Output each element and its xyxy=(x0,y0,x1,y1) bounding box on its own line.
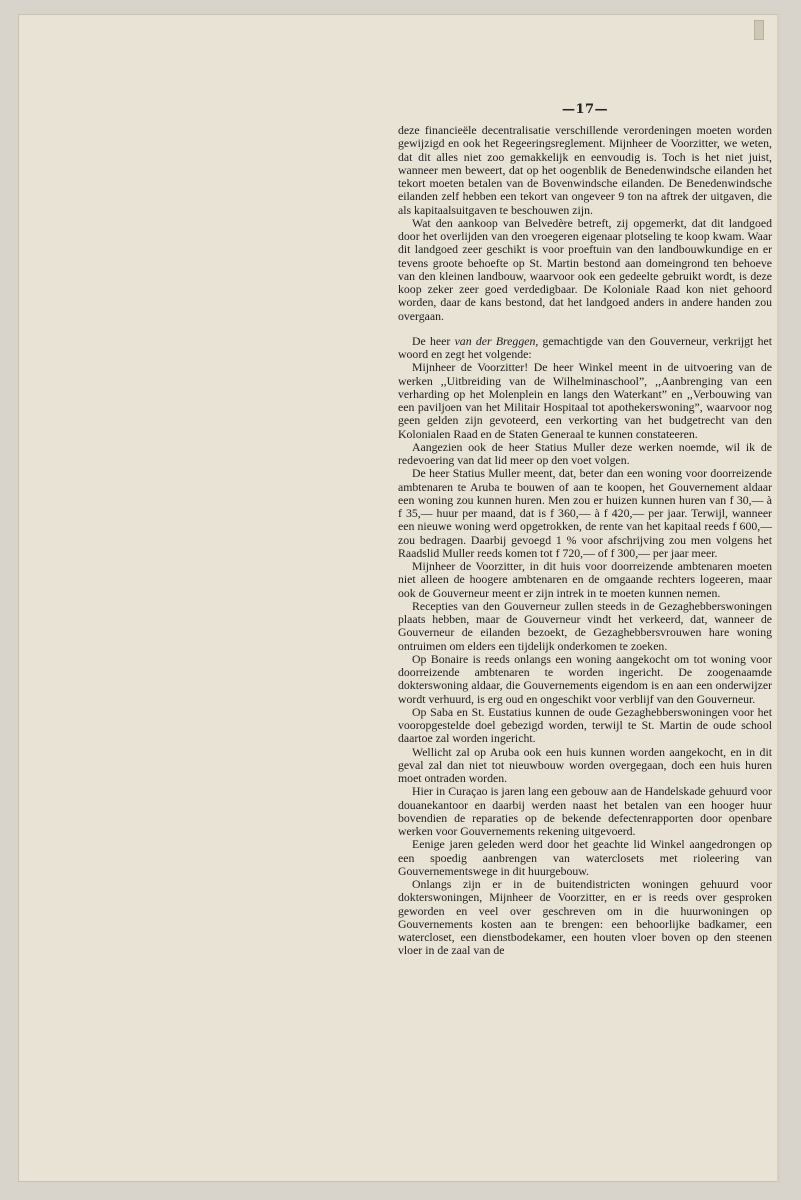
speech-paragraph-11: Onlangs zijn er in de buitendistricten woningen gehuurd voor dokterswoningen, Mijnheer de Voorzitter, en er is reeds over gesproken geworden en veel over geschreven om in die huurwoningen op Gouvernements kosten aan te brengen: een behoorlijke badkamer, een watercloset, een dienstbodekamer, een houten vloer boven op den steenen vloer in de zaal van de xyxy=(398,877,772,958)
speaker-name: van der Breggen, xyxy=(454,333,539,348)
speech-paragraph-10: Eenige jaren geleden werd door het geachte lid Winkel aangedrongen op een spoedig aanbrengen van waterclosets met rioleering van Gouvernementswege in dit huurgebouw. xyxy=(398,837,772,878)
speech-paragraph-2: Aangezien ook de heer Statius Muller deze werken noemde, wil ik de redevoering van dat lid meer op den voet volgen. xyxy=(398,439,772,467)
page-edge xyxy=(777,14,780,1182)
speaker-intro-prefix: De heer xyxy=(412,333,451,348)
speech-paragraph-1: Mijnheer de Voorzitter! De heer Winkel meent in de uitvoering van de werken ,,Uitbreiding van de Wilhelminaschool”, ,,Aanbrenging van een verharding op het Molenplein en langs den Waterkant” en ,,Verbouwing van een paviljoen van het Militair Hospitaal tot apothekerswoning”, waarvoor nog geen gelden zijn gevoteerd, een verkorting van het budgetrecht van den Kolonialen Raad en de Staten Generaal te kunnen constateeren. xyxy=(398,360,772,441)
paragraph-2: Wat den aankoop van Belvedère betreft, zij opgemerkt, dat dit landgoed door het overlijden van den vroegeren eigenaar plotseling te koop kwam. Waar dit landgoed zeer geschikt is voor proeftuin van den landbouwkundige en er tevens groote behoefte op St. Martin bestond aan domeingrond ten behoeve van den kleinen landbouw, waarvoor ook een gedeelte gebruikt wordt, is deze koop zeker zeer goed verdedigbaar. De Koloniale Raad kon niet gehoord worden, daar de kans bestond, dat het landgoed anders in andere handen zou overgaan. xyxy=(398,215,772,323)
binding-tab xyxy=(754,20,764,40)
paragraph-1: deze financieële decentralisatie verschillende verordeningen moeten worden gewijzigd en ook het Regeeringsreglement. Mijnheer de Voorzitter, we weten, dat dit alles niet zoo gemakkelijk en eenvoudig is. Toch is het niet juist, wanneer men beweert, dat op het oogenblik de Benedenwindsche eilanden het tekort moeten betalen van de Bovenwindsche eilanden. De Benedenwindsche eilanden zelf hebben een tekort van ongeveer 9 ton na aftrek der uitgaven, die als kapitaalsuitgaven te beschouwen zijn. xyxy=(398,123,772,217)
speech-paragraph-8: Wellicht zal op Aruba ook een huis kunnen worden aangekocht, en in dit geval zal dan niet tot nieuwbouw worden overgegaan, doch een huis huren moet ontraden worden. xyxy=(398,744,772,785)
speech-paragraph-3: De heer Statius Muller meent, dat, beter dan een woning voor doorreizende ambtenaren te Aruba te bouwen of aan te koopen, het Gouvernement aldaar een woning zou kunnen huren. Men zou er huizen kunnen huren van f 30,— à f 35,— huur per maand, dat is f 360,— à f 420,— per jaar. Terwijl, wanneer een nieuwe woning werd opgetrokken, de rente van het kapitaal reeds f 600,— zou bedragen. Daarbij gevoegd 1 % voor afschrijving zou men volgens het Raadslid Muller reeds komen tot f 720,— of f 300,— per jaar meer. xyxy=(398,466,772,560)
speech-paragraph-6: Op Bonaire is reeds onlangs een woning aangekocht om tot woning voor doorreizende ambtenaren te worden ingericht. De zoogenaamde dokterswoning aldaar, die Gouvernements eigendom is en aan een onderwijzer wordt verhuurd, is erg oud en ongeschikt voor verblijf van den Gouverneur. xyxy=(398,651,772,706)
speech-paragraph-7: Op Saba en St. Eustatius kunnen de oude Gezaghebberswoningen voor het vooropgestelde doel gebezigd worden, terwijl te St. Martin de oude school daartoe zal worden ingericht. xyxy=(398,704,772,746)
text-column xyxy=(398,124,772,958)
speaker-intro xyxy=(398,335,772,362)
speaker-intro-suffix: gemachtigde van den Gouverneur, verkrijgt het woord en zegt het volgende: xyxy=(398,333,772,361)
speech-paragraph-9: Hier in Curaçao is jaren lang een gebouw aan de Handelskade gehuurd voor douanekantoor en daarbij werden naast het betalen van een hooger huur bovendien de reparaties op de bekende defectenrapporten door openbare werken voor Gouvernements rekening uitgevoerd. xyxy=(398,784,772,838)
page-number: —17— xyxy=(562,102,609,117)
document-page xyxy=(18,14,780,1182)
speech-paragraph-5: Recepties van den Gouverneur zullen steeds in de Gezaghebberswoningen plaats hebben, maar de Gouverneur vindt het verkeerd, dat, wanneer de Gouverneur de eilanden bezoekt, de Gezaghebbersvrouwen hare woning ontruimen om elders een tijdelijk onderkomen te zoeken. xyxy=(398,598,772,653)
speech-paragraph-4: Mijnheer de Voorzitter, in dit huis voor doorreizende ambtenaren moeten niet alleen de hoogere ambtenaren en de omgaande rechters logeeren, maar ook de Gouverneur meent er zijn intrek in te moeten kunnen nemen. xyxy=(398,559,772,600)
